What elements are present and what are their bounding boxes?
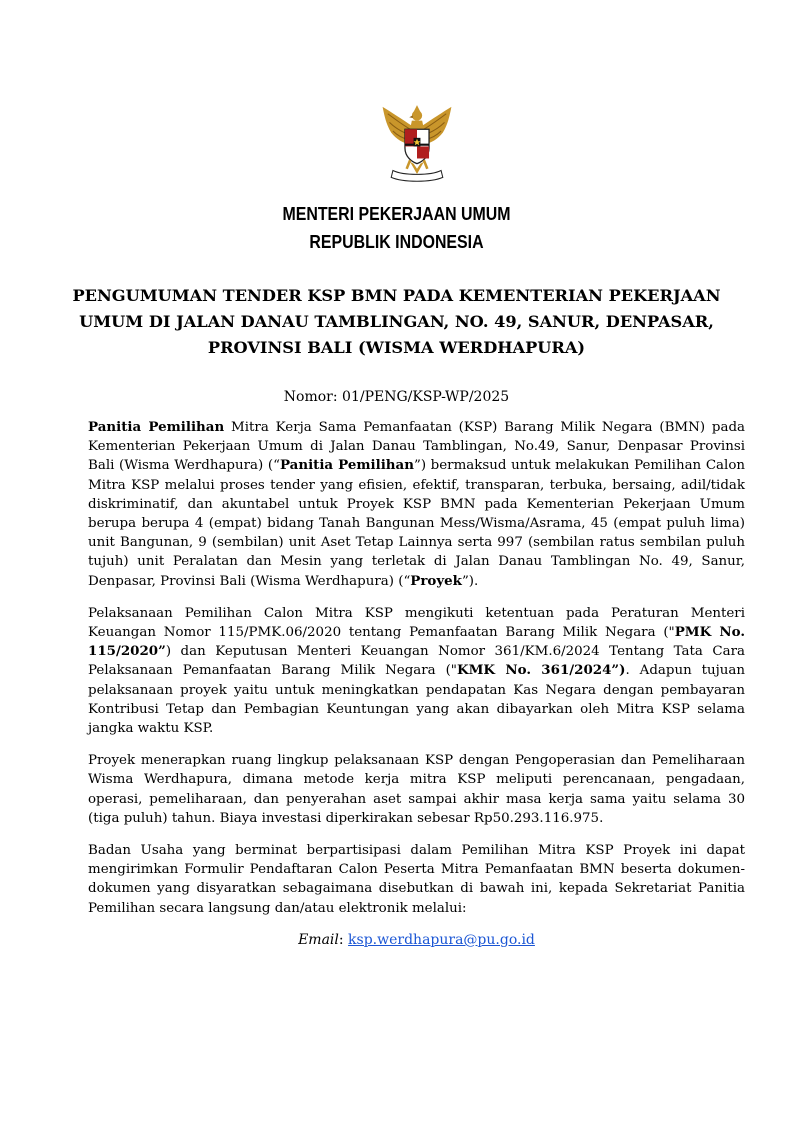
ministry-header — [56, 200, 738, 256]
bold-term: Panitia Pemilihan — [279, 457, 414, 474]
document-number: Nomor: 01/PENG/KSP-WP/2025 — [283, 389, 510, 405]
paragraph-2 — [88, 604, 745, 738]
text-run: . Adapun tujuan pelaksanaan proyek yaitu untuk meningkatkan pendapatan Kas Negara dengan pembayaran Kontribusi Tetap dan Pembagian Keuntungan yang akan dibayarkan oleh Mitra KSP selama jangka waktu KSP. — [88, 663, 745, 737]
bold-term: Panitia Pemilihan — [88, 419, 225, 435]
bold-term: PMK No. 115/2020” — [88, 624, 746, 660]
bold-term: Proyek — [410, 572, 462, 589]
document-body — [88, 418, 745, 950]
country-title: REPUBLIK INDONESIA — [309, 231, 484, 252]
text-run: ”) bermaksud untuk melakukan Pemilihan Calon Mitra KSP melalui proses tender yang efisien, efektif, transparan, terbuka, bersaing, adil/tidak diskriminatif, dan akuntabel untuk Proyek KSP BMN pada Kementerian Pekerjaan Umum berupa berupa 4 (empat) bidang Tanah Bangunan Mess/Wisma/Asrama, 45 (empat puluh lima) unit Bangunan, 9 (sembilan) unit Aset Tetap Lainnya serta 997 (sembilan ratus sembilan puluh tujuh) unit Peralatan dan Mesin yang terletak di Jalan Danau Tamblingan No. 49, Sanur, Denpasar, Provinsi Bali (Wisma Werdhapura) (“ — [88, 458, 746, 589]
paragraph-1 — [88, 418, 745, 591]
text-run: ) dan Keputusan Menteri Keuangan Nomor 361/KM.6/2024 Tentang Tata Cara Pelaksanaan Pemanfaatan Barang Milik Negara (" — [88, 644, 745, 679]
paragraph-3: Proyek menerapkan ruang lingkup pelaksanaan KSP dengan Pengoperasian dan Pemeliharaan Wisma Werdhapura, dimana metode kerja mitra KSP meliputi perencanaan, pengadaan, operasi, pemeliharaan, dan penyerahan aset sampai akhir masa kerja sama yaitu selama 30 (tiga puluh) tahun. Biaya investasi diperkirakan sebesar Rp50.293.116.975. — [88, 753, 745, 826]
email-contact — [88, 931, 745, 950]
text-run: Pelaksanaan Pemilihan Calon Mitra KSP mengikuti ketentuan pada Peraturan Menteri Keuangan Nomor 115/PMK.06/2020 tentang Pemanfaatan Barang Milik Negara (" — [88, 605, 745, 641]
email-link[interactable]: ksp.werdhapura@pu.go.id — [348, 931, 535, 948]
ministry-title: MENTERI PEKERJAAN UMUM — [282, 203, 511, 224]
paragraph-4: Badan Usaha yang berminat berpartisipasi dalam Pemilihan Mitra KSP Proyek ini dapat mengirimkan Formulir Pendaftaran Calon Peserta Mitra Pemanfaatan BMN beserta dokumen-dokumen yang disyaratkan sebagaimana disebutkan di bawah ini, kepada Sekretariat Panitia Pemilihan secara langsung dan/atau elektronik melalui: — [88, 843, 745, 916]
email-label: Email — [298, 931, 339, 948]
bold-term: KMK No. 361/2024”) — [456, 662, 626, 679]
text-run: ”). — [461, 573, 479, 589]
garuda-pancasila-emblem-icon — [374, 100, 460, 186]
text-run: Mitra Kerja Sama Pemanfaatan (KSP) Barang Milik Negara (BMN) pada Kementerian Pekerjaan Umum di Jalan Danau Tamblingan, No.49, Sanur, Denpasar Provinsi Bali (Wisma Werdhapura) (“ — [88, 420, 746, 474]
email-separator: : — [338, 931, 349, 948]
announcement-title: PENGUMUMAN TENDER KSP BMN PADA KEMENTERIAN PEKERJAAN UMUM DI JALAN DANAU TAMBLINGAN, NO. 49, SANUR, DENPASAR, PROVINSI BALI (WISMA WERDHAPURA) — [72, 286, 721, 357]
